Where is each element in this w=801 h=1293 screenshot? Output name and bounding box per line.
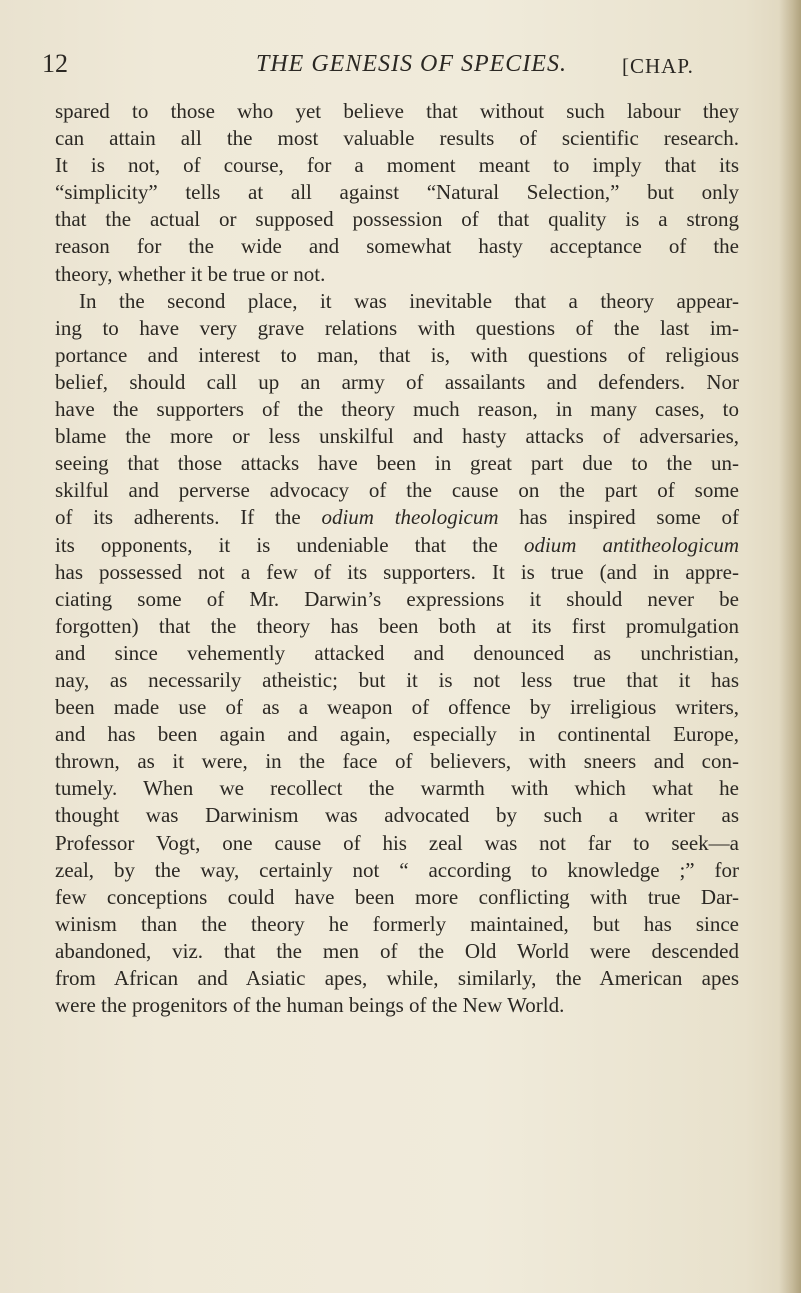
text-line <box>55 884 739 911</box>
text-line <box>55 315 739 342</box>
line-segment: zeal, by the way, certainly not “ according to knowledge ;” for <box>55 857 739 882</box>
text-line <box>55 477 739 504</box>
text-line <box>55 532 739 559</box>
line-segment: were the progenitors of the human beings of the New World. <box>55 993 565 1018</box>
line-segment: from African and Asiatic apes, while, similarly, the American apes <box>55 966 739 990</box>
line-segment: It is not, of course, for a moment meant to imply that its <box>55 153 739 178</box>
text-line <box>55 640 739 667</box>
line-segment: reason for the wide and somewhat hasty acceptance of the <box>55 234 739 259</box>
running-title: THE GENESIS OF SPECIES. <box>256 51 567 77</box>
text-line <box>55 830 739 857</box>
line-segment: can attain all the most valuable results of scientific research. <box>55 126 739 151</box>
body-text <box>55 98 739 1019</box>
text-line <box>55 802 739 829</box>
italic-phrase: odium antitheologicum <box>523 532 739 557</box>
line-segment: thought was Darwinism was advocated by such a writer as <box>55 803 739 828</box>
line-segment: few conceptions could have been more conflicting with true Dar- <box>55 884 739 909</box>
text-line <box>55 396 739 423</box>
text-line <box>55 559 739 586</box>
line-segment: nay, as necessarily atheistic; but it is not less true that it has <box>55 667 739 692</box>
line-segment: ciating some of Mr. Darwin’s expressions it should never be <box>55 586 739 611</box>
text-line <box>55 206 739 233</box>
line-segment: belief, should call up an army of assailants and defenders. Nor <box>55 369 739 394</box>
line-segment: seeing that those attacks have been in great part due to the un- <box>55 451 739 476</box>
page-edge-shadow <box>779 0 801 1293</box>
running-head <box>42 44 742 84</box>
line-segment: have the supporters of the theory much reason, in many cases, to <box>55 397 739 422</box>
text-line <box>55 748 739 775</box>
text-line <box>55 450 739 477</box>
text-line <box>55 369 739 396</box>
line-segment: been made use of as a weapon of offence by irreligious writers, <box>55 695 739 720</box>
text-line <box>55 125 739 152</box>
line-segment: spared to those who yet believe that without such labour they <box>55 99 739 123</box>
line-segment: and has been again and again, especially in continental Europe, <box>55 722 739 747</box>
text-line <box>55 857 739 884</box>
text-line <box>55 179 739 206</box>
line-segment: has possessed not a few of its supporters. It is true (and in appre- <box>55 559 739 584</box>
line-segment: winism than the theory he formerly maintained, but has since <box>55 911 739 936</box>
text-line <box>55 965 739 992</box>
text-line <box>55 721 739 748</box>
text-line <box>55 152 739 179</box>
text-line <box>55 694 739 721</box>
line-segment: forgotten) that the theory has been both at its first promulgation <box>55 613 739 638</box>
text-line <box>55 775 739 802</box>
line-segment: thrown, as it were, in the face of believers, with sneers and con- <box>55 749 739 774</box>
text-line <box>55 911 739 938</box>
line-segment: of its adherents. If the <box>55 505 322 530</box>
line-segment: ing to have very grave relations with questions of the last im- <box>55 315 739 340</box>
line-segment: that the actual or supposed possession of that quality is a strong <box>55 207 739 232</box>
line-segment: In the second place, it was inevitable that a theory appear- <box>79 288 739 313</box>
text-line <box>55 233 739 260</box>
text-line <box>55 586 739 613</box>
line-segment: tumely. When we recollect the warmth with which what he <box>55 776 739 801</box>
text-line <box>55 504 739 531</box>
text-line <box>55 613 739 640</box>
text-line <box>55 98 739 125</box>
text-line <box>55 342 739 369</box>
line-segment: Professor Vogt, one cause of his zeal was not far to seek—a <box>55 830 739 855</box>
line-segment: skilful and perverse advocacy of the cause on the part of some <box>55 478 739 503</box>
text-line <box>55 423 739 450</box>
text-line <box>55 288 739 315</box>
page-number: 12 <box>42 49 68 78</box>
text-line <box>55 261 739 288</box>
line-segment: blame the more or less unskilful and hasty attacks of adversaries, <box>55 424 739 449</box>
line-segment: portance and interest to man, that is, with questions of religious <box>55 342 739 367</box>
text-line <box>55 667 739 694</box>
text-line <box>55 992 739 1019</box>
text-line <box>55 938 739 965</box>
chapter-mark: [CHAP. <box>622 54 694 78</box>
line-segment: theory, whether it be true or not. <box>55 261 326 286</box>
line-segment: “simplicity” tells at all against “Natural Selection,” but only <box>55 180 739 205</box>
line-segment: has inspired some of <box>498 505 739 530</box>
line-segment: and since vehemently attacked and denounced as unchristian, <box>55 640 739 665</box>
italic-phrase: odium theologicum <box>321 505 499 530</box>
line-segment: abandoned, viz. that the men of the Old World were descended <box>55 938 739 963</box>
line-segment: its opponents, it is undeniable that the <box>55 532 524 557</box>
